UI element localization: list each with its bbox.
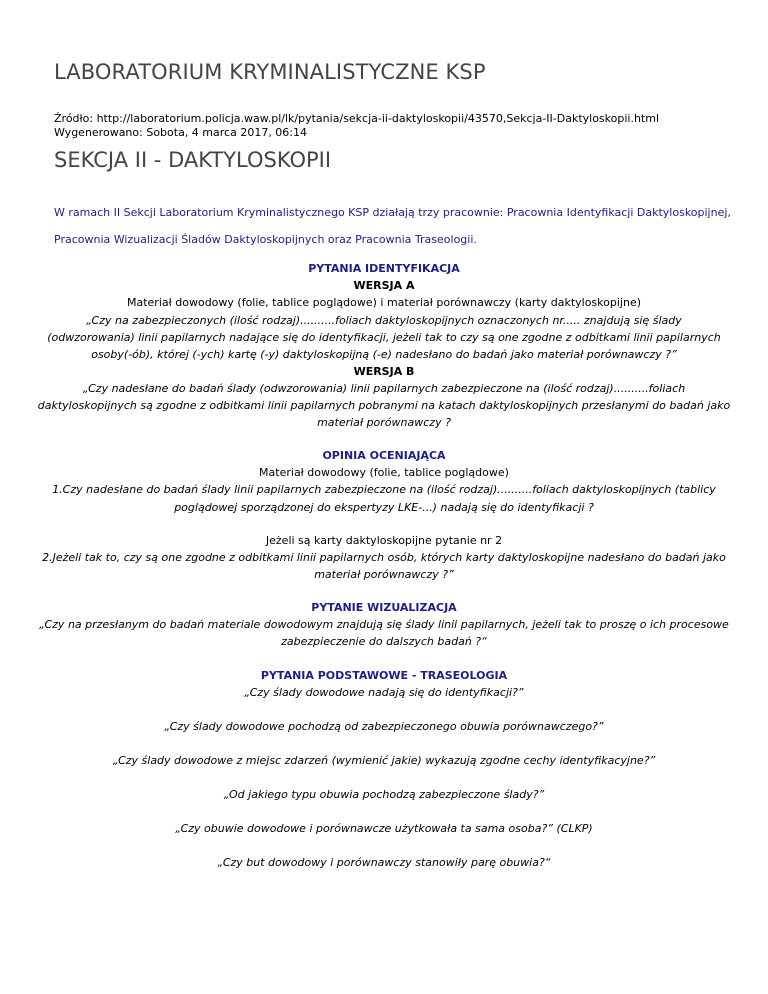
opinia-question-2-line: materiał porównawczy ?” (314, 568, 454, 581)
traseologia-heading: PYTANIA PODSTAWOWE - TRASEOLOGIA (260, 669, 508, 682)
source-url-line: Źródło: http://laboratorium.policja.waw.pl/lk/pytania/sekcja-ii-daktyloskopii/43570,Sekcja-II-Daktyloskopii.html (54, 112, 660, 125)
wersja-b-question-line: daktyloskopijnych są zgodne z odbitkami linii papilarnych pobranymi na katach daktyloskopijnych przesłanymi do badań jako (37, 399, 731, 412)
opinia-note: Jeżeli są karty daktyloskopijne pytanie nr 2 (265, 534, 503, 547)
wizualizacja-question-line: zabezpieczenie do dalszych badań ?“ (281, 635, 487, 648)
section-title: SEKCJA II - DAKTYLOSKOPII (54, 148, 332, 172)
wersja-a-question-line: (odwzorowania) linii papilarnych nadające się do identyfikacji, jeżeli tak to czy są one zgodne z odbitkami linii papilarnych (47, 331, 721, 344)
opinia-question-1-line: 1.Czy nadesłane do badań ślady linii papilarnych zabezpieczone na (ilość rodzaj)..........foliach daktyloskopijnych (tablicy (52, 483, 716, 496)
opinia-question-2-line: 2.Jeżeli tak to, czy są one zgodne z odbitkami linii papilarnych osób, których karty daktyloskopijne nadesłano do badań jako (42, 551, 726, 564)
wizualizacja-question-line: „Czy na przesłanym do badań materiale dowodowym znajdują się ślady linii papilarnych, jeżeli tak to proszę o ich procesowe (39, 618, 729, 631)
intro-paragraph-line: W ramach II Sekcji Laboratorium Kryminalistycznego KSP działają trzy pracownie: Pracownia Identyfikacji Daktyloskopijnej, (54, 206, 731, 219)
identyfikacja-heading: PYTANIA IDENTYFIKACJA (308, 262, 460, 275)
opinia-material: Materiał dowodowy (folie, tablice poglądowe) (259, 466, 509, 479)
wizualizacja-heading: PYTANIE WIZUALIZACJA (311, 601, 457, 614)
site-title: LABORATORIUM KRYMINALISTYCZNE KSP (54, 60, 486, 84)
wersja-b-label: WERSJA B (353, 365, 415, 378)
traseologia-question: „Od jakiego typu obuwia pochodzą zabezpieczone ślady?” (223, 788, 545, 801)
traseologia-question: „Czy but dowodowy i porównawczy stanowiły parę obuwia?“ (217, 856, 551, 869)
traseologia-question: „Czy ślady dowodowe z miejsc zdarzeń (wymienić jakie) wykazują zgodne cechy identyfikacyjne?” (112, 754, 656, 767)
opinia-heading: OPINIA OCENIAJĄCA (322, 449, 446, 462)
traseologia-question: „Czy obuwie dowodowe i porównawcze użytkowała ta sama osoba?” (CLKP) (175, 822, 593, 835)
intro-paragraph-line: Pracownia Wizualizacji Śladów Daktyloskopijnych oraz Pracownia Traseologii. (54, 233, 477, 246)
wersja-a-question-line: osoby(-ób), której (-ych) kartę (-y) daktyloskopijną (-e) nadesłano do badań jako materiał porównawczy ?” (91, 348, 677, 361)
wersja-b-question-line: materiał porównawczy ? (317, 416, 451, 429)
wersja-a-label: WERSJA A (353, 279, 415, 292)
opinia-question-1-line: poglądowej sporządzonej do ekspertyzy LKE-...) nadają się do identyfikacji ? (174, 501, 594, 514)
traseologia-question: „Czy ślady dowodowe pochodzą od zabezpieczonego obuwia porównawczego?” (164, 720, 604, 733)
wersja-b-question-line: „Czy nadesłane do badań ślady (odwzorowania) linii papilarnych zabezpieczone na (ilość rodzaj)..........foliach (82, 382, 686, 395)
wersja-a-material: Materiał dowodowy (folie, tablice poglądowe) i materiał porównawczy (karty daktyloskopijne) (127, 296, 641, 309)
generated-date-line: Wygenerowano: Sobota, 4 marca 2017, 06:14 (54, 126, 308, 139)
traseologia-question: „Czy ślady dowodowe nadają się do identyfikacji?” (244, 686, 524, 699)
wersja-a-question-line: „Czy na zabezpieczonych (ilość rodzaj)..........foliach daktyloskopijnych oznaczonych nr..... znajdują się ślady (86, 314, 682, 327)
